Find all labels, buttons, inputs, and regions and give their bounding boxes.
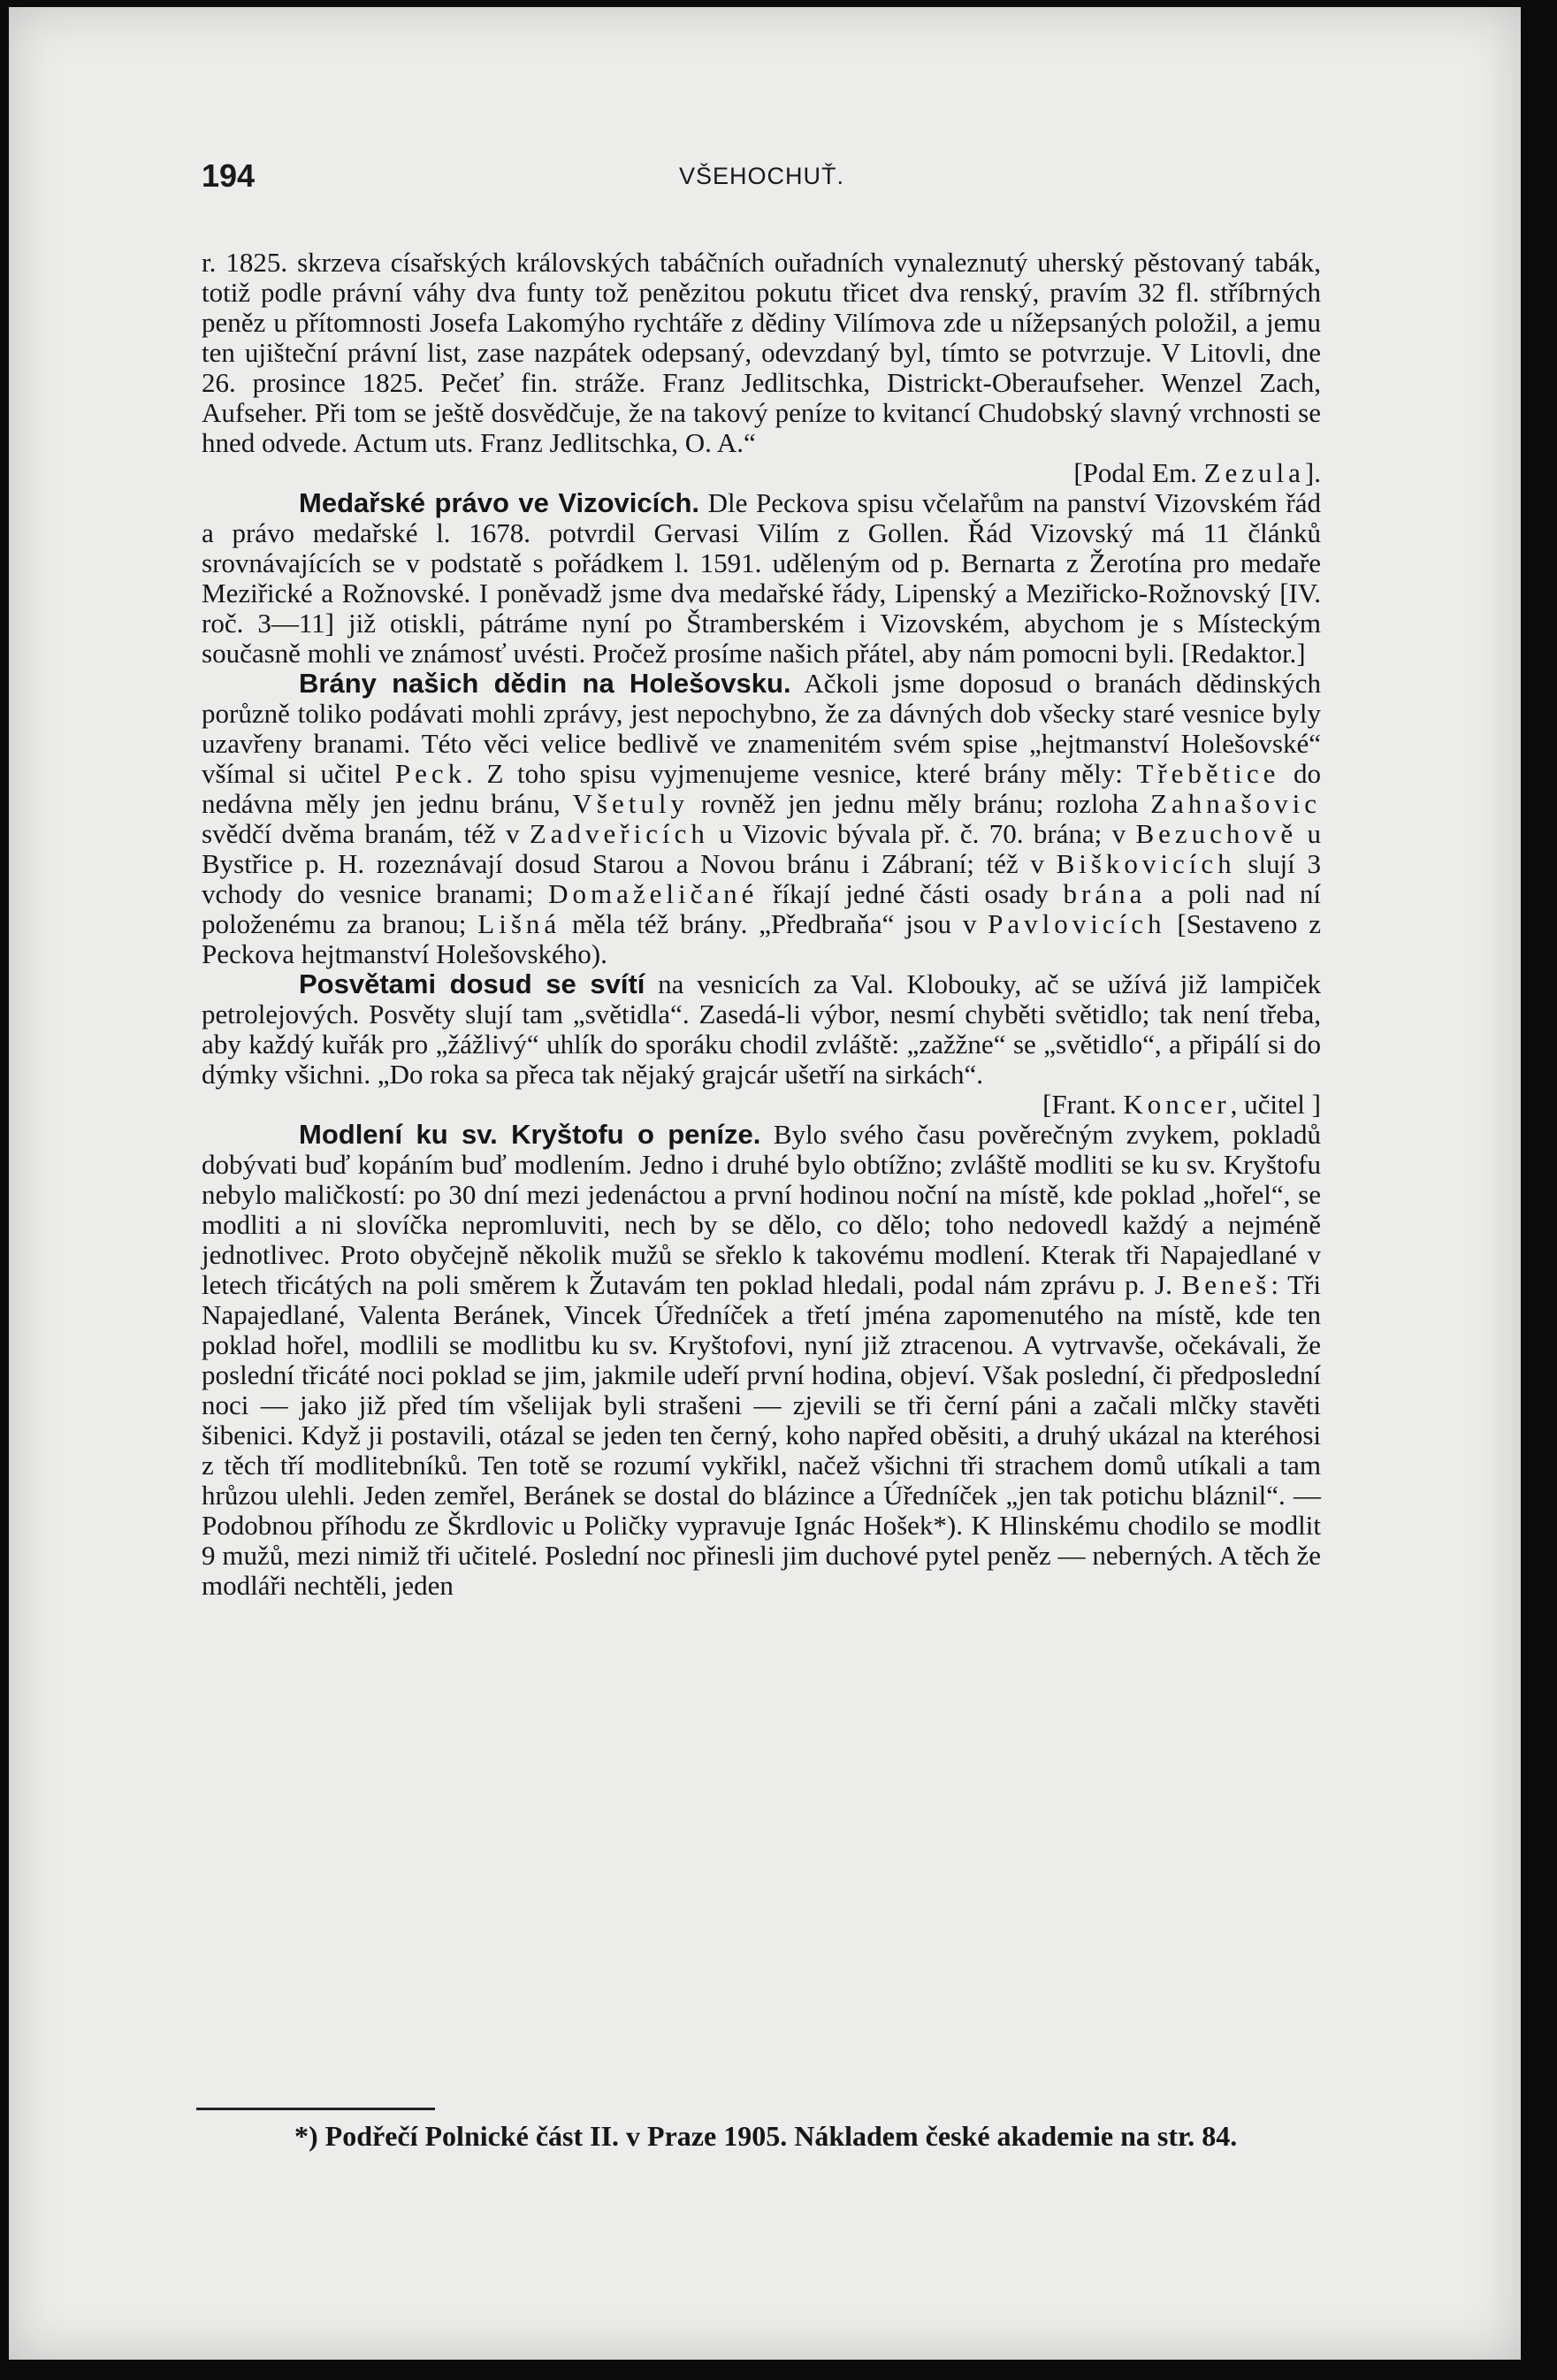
- signature-name: Koncer: [1123, 1089, 1231, 1120]
- spaced-name: Zadveřicích: [529, 818, 709, 849]
- intro-paragraph: [202, 248, 1321, 458]
- intro-text: r. 1825. skrzeva císařských královských tabáčních ouřadních vynaleznutý uherský pěstovaný tabák, totiž podle právní váhy dva funty tož penězitou pokutu třicet dva renský, pravím 32 fl. stříbrných peněz u přítomnosti Josefa Lakomýho rychtáře z dědiny Vilímova zde u nížepsaných položil, a jemu ten ujišteční právní list, zase nazpátek odepsaný, odevzdaný byl, tímto se potvrzuje. V Litovli, dne 26. prosince 1825. Pečeť fin. stráže. Franz Jedlitschka, Districkt-Oberaufseher. Wenzel Zach, Aufseher. Při tom se ještě dosvědčuje, že na takový peníze to kvitancí Chudobský slavný vrchnosti se hned odvede. Actum uts. Franz Jedlitschka, O. A.“: [202, 247, 1321, 458]
- section-body: na vesnicích za Val. Klobouky, ač se užívá již lampiček petrolejových. Posvěty slují tam „světidla“. Zasedá-li výbor, nesmí chyběti světidlo; tak není třeba, aby každý kuřák pro „žážlivý“ uhlík do sporáku chodil zvláště: „zažžne“ se „světidlo“, a připálí si do dýmky všichni. „Do roka sa přeca tak nějaký grajcár ušetří na sirkách“.: [202, 968, 1321, 1090]
- spaced-name: Pavlovicích: [988, 908, 1166, 939]
- spaced-name: Bezuchově: [1135, 818, 1298, 849]
- spaced-name: Zahnašovic: [1150, 788, 1321, 819]
- spaced-name: Domaželičané: [548, 878, 759, 909]
- spaced-name: Lišná: [477, 908, 561, 939]
- page-header: [202, 157, 1321, 198]
- spaced-name: Třebětice: [1136, 758, 1280, 789]
- spaced-name: Biškovicích: [1056, 848, 1236, 879]
- book-page: [9, 7, 1521, 2360]
- section-brany: Brány našich dědin na Holešovsku. Ačkoli jsme doposud o branách dědinských porůzně toliko podávati mohli zprávy, jest nepochybno, že za dávných dob všecky staré vesnice byly uzavřeny branami. Této věci velice bedlivě ve znamenitém svém spise „hejtmanství Holešovské“ všímal si učitel Peck. Z toho spisu vyjmenujeme vesnice, které brány měly: Třebětice do nedávna měly jen jednu bránu, Všetuly rovněž jen jednu měly bránu; rozloha Zahnašovic svědčí dvěma branám, též v Zadveřicích u Vizovic bývala př. č. 70. brána; v Bezuchově u Bystřice p. H. rozeznávají dosud Starou a Novou bránu i Zábraní; též v Biškovicích slují 3 vchody do vesnice branami; Domaželičané říkají jedné části osady brána a poli nad ní položenému za branou; Lišná měla též brány. „Předbraňa“ jsou v Pavlovicích [Sestaveno z Peckova hejtmanství Holešovského).: [202, 668, 1322, 969]
- running-title: VŠEHOCHUŤ.: [679, 163, 845, 189]
- page-body: [202, 248, 1321, 1601]
- section-heading: Medařské právo ve Vizovicích.: [299, 487, 700, 518]
- section-heading: Posvětami dosud se svítí: [299, 968, 645, 999]
- section-heading: Brány našich dědin na Holešovsku.: [299, 668, 791, 699]
- section-posvety: [202, 969, 1321, 1090]
- section-posvety-signature: [Frant. Koncer, učitel ]: [1042, 1089, 1321, 1120]
- section-body: Dle Peckova spisu včelařům na panství Vizovském řád a právo medařské l. 1678. potvrdil Gervasi Vilím z Gollen. Řád Vizovský má 11 článků srovnávajících se v podstatě s pořádkem l. 1591. uděleným od p. Bernarta z Žerotína pro medaře Meziřické a Rožnovské. I poněvadž jsme dva medařské řády, Lipenský a Meziřicko-Rožnovský [IV. roč. 3—11] již otiskli, pátráme nyní po Štramberském i Vizovském, abychom je s Místeckým současně mohli ve známosť uvésti. Pročež prosíme našich přátel, aby nám pomocni byli. [Redaktor.]: [202, 487, 1321, 669]
- spaced-name: Beneš: [1181, 1269, 1271, 1300]
- section-modleni: Modlení ku sv. Kryštofu o peníze. Bylo svého času pověrečným zvykem, pokladů dobývati buď kopáním buď modlením. Jedno i druhé bylo obtížno; zvláště modliti se ku sv. Kryštofu nebylo maličkostí: po 30 dní mezi jedenáctou a první hodinou noční na místě, kde poklad „hořel“, se modliti a ni slovíčka nepromluviti, nech by se dělo, co dělo; toho nedovedl každý a nejméně jednotlivec. Proto obyčejně několik mužů se sřeklo k takovému modlení. Kterak tři Napajedlané v letech třicátých na poli směrem k Žutavám ten poklad hledali, podal nám zprávu p. J. Beneš: Tři Napajedlané, Valenta Beránek, Vincek Úředníček a třetí jména zapomenutého na místě, kde ten poklad hořel, modlili se modlitbu ku sv. Kryštofovi, nyní již ztracenou. A vytrvavše, očekávali, že poslední třicáté noci poklad se jim, jakmile udeří první hodina, objeví. Však poslední, či předposlední noci — jako již před tím všelijak byli strašeni — zjevili se tři černí páni a začali mlčky stavěti šibenici. Když ji postavili, otázal se jeden ten černý, koho napřed oběsiti, a druhý ukázal na kteréhosi z těch tří modlitebníků. Ten totě se rozumí vykřikl, načež všichni tři strachem domů utíkali a tam hrůzou ulehli. Jeden zemřel, Beránek se dostal do blázince a Úředníček „jen tak potichu bláznil“. — Podobnou příhodu ze Škrdlovic u Poličky vypravuje Ignác Hošek*). K Hlinskému chodilo se modlit 9 mužů, mezi nimiž tři učitelé. Poslední noc přinesli jim duchové pytel peněz — neberných. A těch že modláři nechtěli, jeden: [202, 1119, 1321, 1601]
- footnote-text: *) Podřečí Polnické část II. v Praze 1905. Nákladem české akademie na str. 84.: [294, 2120, 1238, 2152]
- spaced-name: brána: [1063, 878, 1147, 909]
- section-medarske-pravo: [202, 488, 1321, 669]
- footnote-rule: [196, 2108, 435, 2110]
- signature-name: Zezula: [1203, 457, 1305, 488]
- section-heading: Modlení ku sv. Kryštofu o peníze.: [299, 1119, 761, 1150]
- intro-signature: [Podal Em. Zezula].: [1073, 457, 1321, 488]
- spaced-name: Peck: [394, 758, 467, 789]
- footnote: [202, 2119, 1321, 2153]
- page-number: 194: [202, 157, 256, 194]
- spaced-name: Všetuly: [572, 788, 689, 819]
